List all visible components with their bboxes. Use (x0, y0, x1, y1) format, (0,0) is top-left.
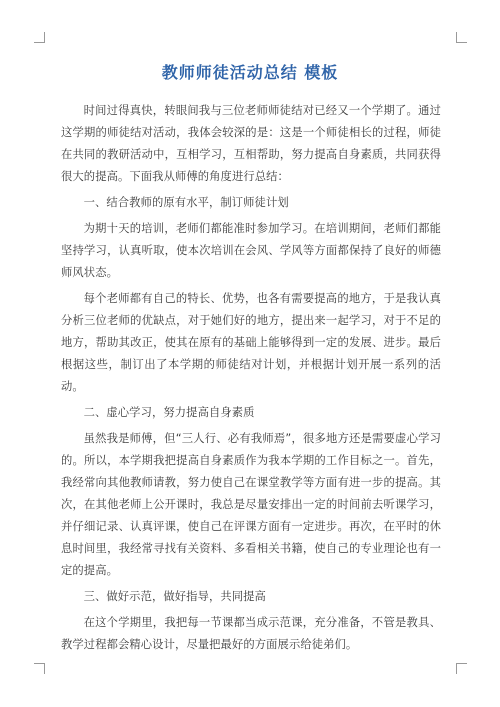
body-paragraph: 每个老师都有自己的特长、优势，也各有需要提高的地方，于是我认真分析三位老师的优缺点，对于她们好的地方，提出来一起学习，对于不足的地方，帮助其改正，使其在原有的基础上能够得到一定的发展、进步。最后根据这些，制订出了本学期的师徒结对计划，并根据计划开展一系列的活动。 (61, 292, 441, 393)
body-paragraph: 为期十天的培训，老师们都能准时参加学习。在培训期间，老师们都能坚持学习，认真听取，使本次培训在会风、学风等方面都保持了良好的师德师风状态。 (61, 222, 441, 279)
body-paragraph: 在这个学期里，我把每一节课都当成示范课，充分准备，不管是教具、教学过程都会精心设计，尽量把最好的方面展示给徒弟们。 (61, 616, 441, 651)
section-heading-3: 三、做好示范，做好指导，共同提高 (83, 590, 266, 603)
crop-mark-top-right (456, 32, 467, 43)
crop-mark-bottom-left (34, 663, 45, 674)
document-body (61, 100, 441, 660)
section-heading-2: 二、虚心学习，努力提高自身素质 (83, 406, 255, 419)
crop-mark-bottom-right (456, 663, 467, 674)
document-title: 教师师徒活动总结 模板 (161, 63, 339, 82)
intro-paragraph: 时间过得真快，转眼间我与三位老师师徒结对已经又一个学期了。通过这学期的师徒结对活动，我体会较深的是：这是一个师徒相长的过程，师徒在共同的教研活动中，互相学习，互相帮助，努力提高自身素质，共同获得很大的提高。下面我从师傅的角度进行总结： (61, 104, 441, 183)
crop-mark-top-left (34, 32, 45, 43)
section-heading-1: 一、结合教师的原有水平，制订师徒计划 (83, 196, 289, 209)
body-paragraph: 虽然我是师傅，但“三人行、必有我师焉”，很多地方还是需要虚心学习的。所以，本学期我把提高自身素质作为我本学期的工作目标之一。首先，我经常向其他教师请教，努力使自己在课堂教学等方面有进一步的提高。其次，在其他老师上公开课时，我总是尽量安排出一定的时间前去听课学习，并仔细记录、认真评课，使自己在评课方面有一定进步。再次，在平时的休息时间里，我经常寻找有关资料、多看相关书籍，使自己的专业理论也有一定的提高。 (61, 432, 441, 577)
